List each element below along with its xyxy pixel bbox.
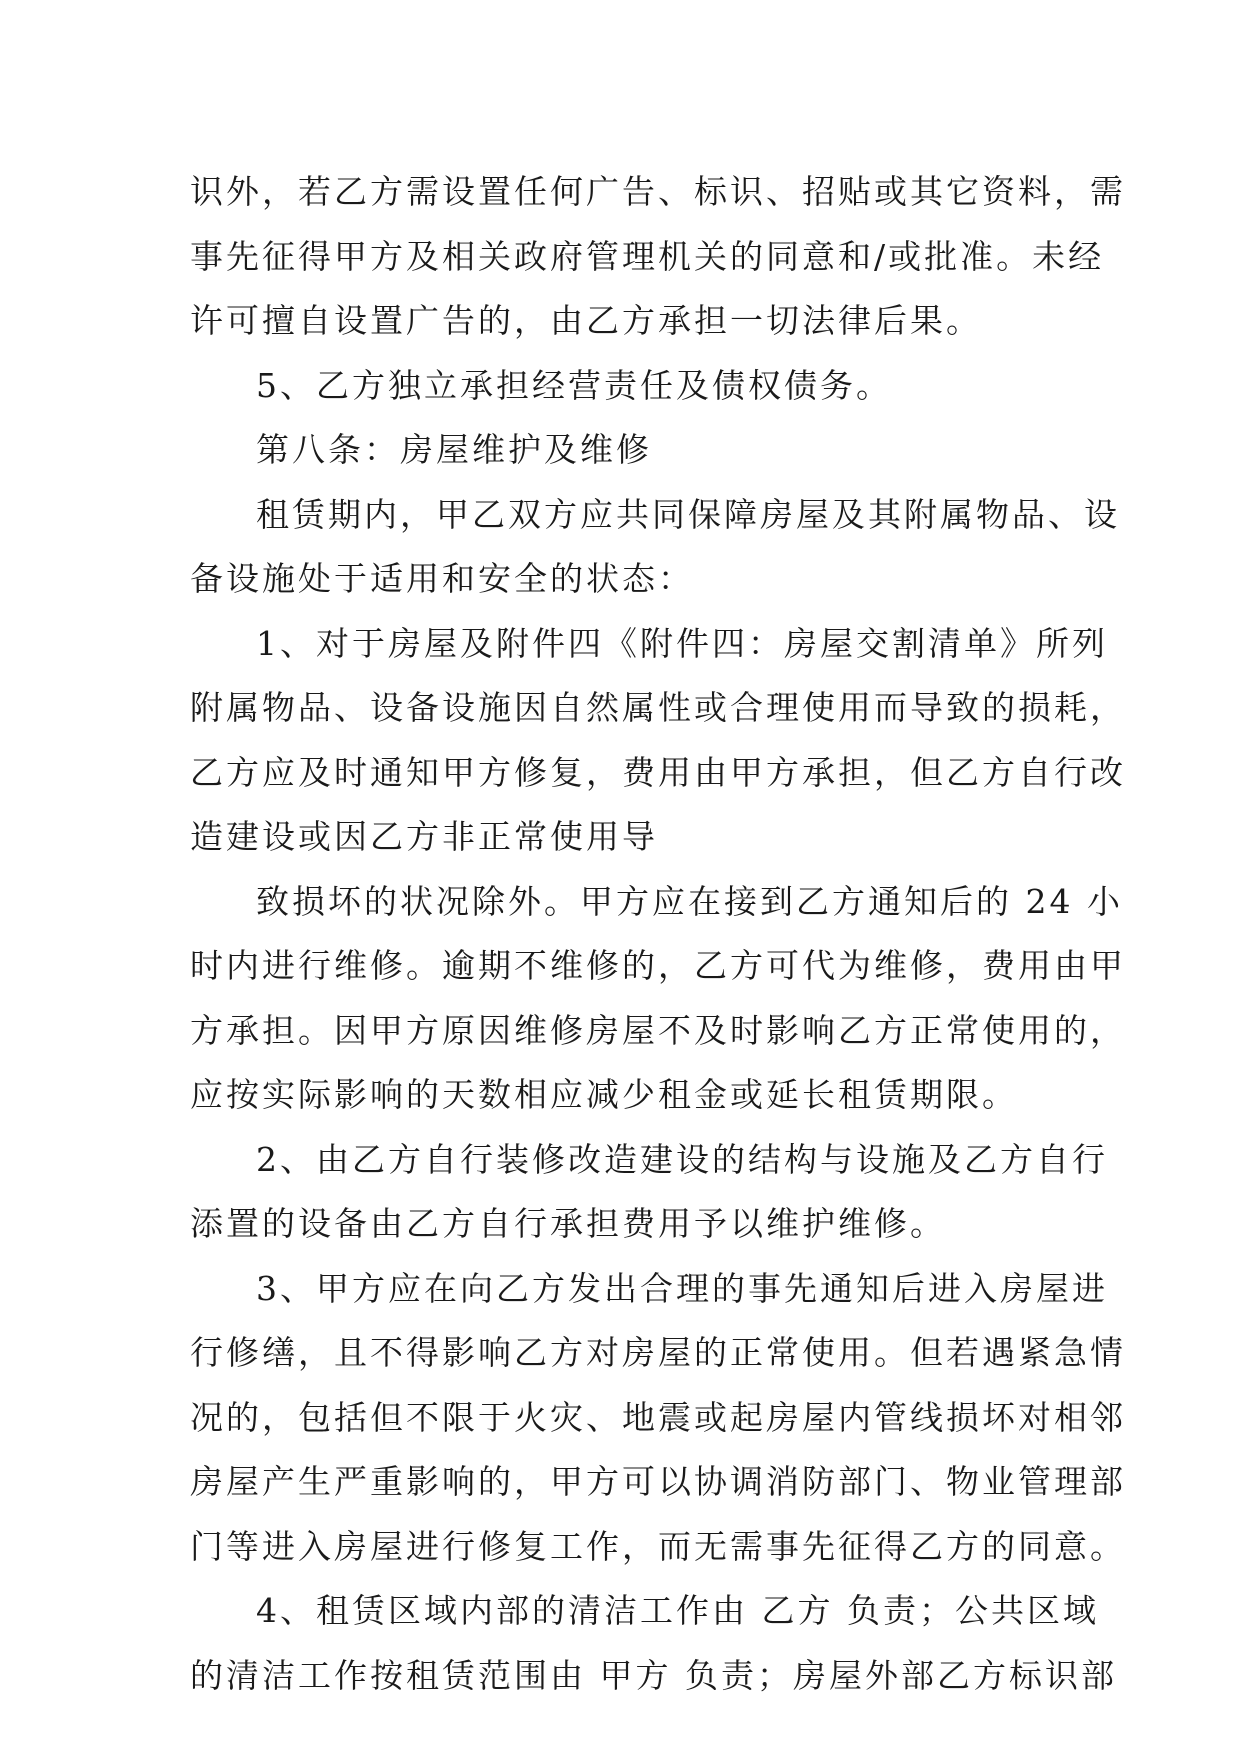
clause-item-1: 1、对于房屋及附件四《附件四：房屋交割清单》所列 bbox=[256, 623, 1108, 663]
text-line: 的清洁工作按租赁范围由 甲方 负责；房屋外部乙方标识部 bbox=[190, 1655, 1117, 1695]
text-line: 附属物品、设备设施因自然属性或合理使用而导致的损耗， bbox=[190, 688, 1126, 727]
clause-item-4: 4、租赁区域内部的清洁工作由 乙方 负责；公共区域 bbox=[256, 1591, 1099, 1630]
text-line: 许可擅自设置广告的，由乙方承担一切法律后果。 bbox=[190, 301, 982, 340]
text-line: 行修缮，且不得影响乙方对房屋的正常使用。但若遇紧急情 bbox=[190, 1333, 1126, 1372]
text-line: 事先征得甲方及相关政府管理机关的同意和/或批准。未经 bbox=[190, 236, 1105, 276]
text-line: 造建设或因乙方非正常使用导 bbox=[190, 817, 658, 856]
text-line: 门等进入房屋进行修复工作，而无需事先征得乙方的同意。 bbox=[190, 1526, 1126, 1566]
text-line: 添置的设备由乙方自行承担费用予以维护维修。 bbox=[190, 1204, 946, 1243]
text-line: 房屋产生严重影响的，甲方可以协调消防部门、物业管理部 bbox=[190, 1462, 1126, 1501]
clause-item-3: 3、甲方应在向乙方发出合理的事先通知后进入房屋进 bbox=[256, 1268, 1108, 1308]
text-line: 应按实际影响的天数相应减少租金或延长租赁期限。 bbox=[190, 1075, 1018, 1114]
text-line: 乙方应及时通知甲方修复，费用由甲方承担，但乙方自行改 bbox=[190, 752, 1126, 792]
text-line: 况的，包括但不限于火灾、地震或起房屋内管线损坏对相邻 bbox=[190, 1397, 1126, 1437]
article-8-heading: 第八条：房屋维护及维修 bbox=[256, 430, 652, 469]
text-line: 租赁期内，甲乙双方应共同保障房屋及其附属物品、设 bbox=[256, 494, 1120, 534]
text-line: 备设施处于适用和安全的状态： bbox=[190, 559, 694, 598]
text-line: 方承担。因甲方原因维修房屋不及时影响乙方正常使用的， bbox=[190, 1010, 1126, 1050]
text-line: 识外，若乙方需设置任何广告、标识、招贴或其它资料，需 bbox=[190, 172, 1126, 211]
text-line: 时内进行维修。逾期不维修的，乙方可代为维修，费用由甲 bbox=[190, 946, 1126, 985]
clause-item-2: 2、由乙方自行装修改造建设的结构与设施及乙方自行 bbox=[256, 1139, 1108, 1179]
clause-item-5: 5、乙方独立承担经营责任及债权债务。 bbox=[256, 365, 892, 405]
text-line: 致损坏的状况除外。甲方应在接到乙方通知后的 24 小 bbox=[256, 881, 1123, 921]
document-body bbox=[190, 160, 1126, 1708]
